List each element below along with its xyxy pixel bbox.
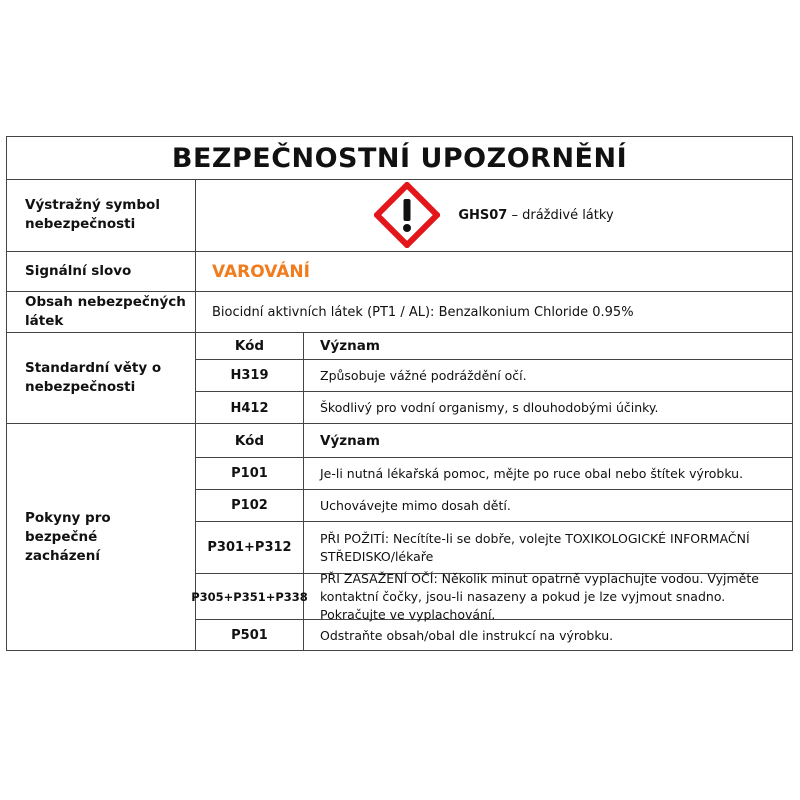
hazard-meaning: Způsobuje vážné podráždění očí. — [320, 367, 527, 383]
ghs07-exclamation-icon — [374, 182, 440, 248]
table-row — [196, 620, 792, 651]
table-row — [191, 570, 792, 622]
ghs-text — [458, 208, 613, 223]
symbol-row — [7, 179, 792, 252]
table-title: BEZPEČNOSTNÍ UPOZORNĚNÍ — [7, 137, 792, 180]
precautionary-meaning: PŘI ZASAŽENÍ OČÍ: Několik minut opatrně vyplachujte vodou. Vyjměte kontaktní čočky, jsou-li nasazeny a pokud je lze vyjmout snadno. Pokračujte ve vyplachování. — [320, 570, 759, 622]
precautionary-code: P102 — [196, 490, 304, 521]
precautionary-table — [191, 424, 792, 651]
symbol-label: Výstražný symbol nebezpečnosti — [7, 179, 196, 251]
precautionary-meaning: Odstraňte obsah/obal dle instrukcí na výrobku. — [320, 627, 614, 643]
precautionary-header-code: Kód — [196, 424, 304, 457]
precautionary-code: P301+P312 — [196, 522, 304, 573]
hazard-code: H319 — [196, 360, 304, 391]
hazard-label: Standardní věty o nebezpečnosti — [7, 333, 196, 423]
precautionary-code: P305+P351+P338 — [196, 574, 304, 619]
safety-warning-table — [6, 136, 793, 651]
hazard-header-code: Kód — [196, 333, 304, 359]
ghs-description: – dráždivé látky — [507, 207, 614, 223]
precautionary-meaning: PŘI POŽITÍ: Necítíte-li se dobře, volejte TOXIKOLOGICKÉ INFORMAČNÍ STŘEDISKO/lékaře — [320, 530, 750, 564]
signal-value-cell — [196, 252, 792, 291]
precautionary-meaning: Je-li nutná lékařská pomoc, mějte po ruce obal nebo štítek výrobku. — [320, 465, 744, 481]
precautionary-code: P501 — [196, 620, 304, 651]
precautionary-header-meaning: Význam — [320, 432, 380, 449]
precautionary-code: P101 — [196, 458, 304, 489]
hazard-code: H412 — [196, 392, 304, 424]
signal-word: VAROVÁNÍ — [212, 261, 310, 282]
hazard-meaning: Škodlivý pro vodní organismy, s dlouhodobými účinky. — [320, 400, 659, 415]
table-row — [196, 490, 792, 522]
hazard-table — [196, 333, 792, 423]
precautionary-label: Pokyny pro bezpečné zacházení — [7, 424, 196, 651]
hazard-header-row — [196, 333, 792, 360]
signal-label: Signální slovo — [7, 252, 196, 291]
signal-row — [7, 252, 792, 292]
hazard-statements-section — [7, 333, 792, 424]
hazard-header-meaning: Význam — [320, 338, 380, 354]
substances-label: Obsah nebezpečných látek — [7, 292, 196, 332]
table-row — [196, 360, 792, 392]
precautionary-statements-section — [7, 424, 792, 651]
precautionary-header-row — [196, 424, 792, 458]
table-row — [196, 458, 792, 490]
precautionary-meaning: Uchovávejte mimo dosah dětí. — [320, 497, 511, 513]
substances-row — [7, 292, 792, 333]
table-row — [196, 522, 792, 574]
table-row — [196, 392, 792, 424]
symbol-value — [196, 179, 792, 251]
substances-value: Biocidní aktivních látek (PT1 / AL): Benzalkonium Chloride 0.95% — [212, 304, 634, 320]
ghs-code: GHS07 — [458, 207, 508, 223]
